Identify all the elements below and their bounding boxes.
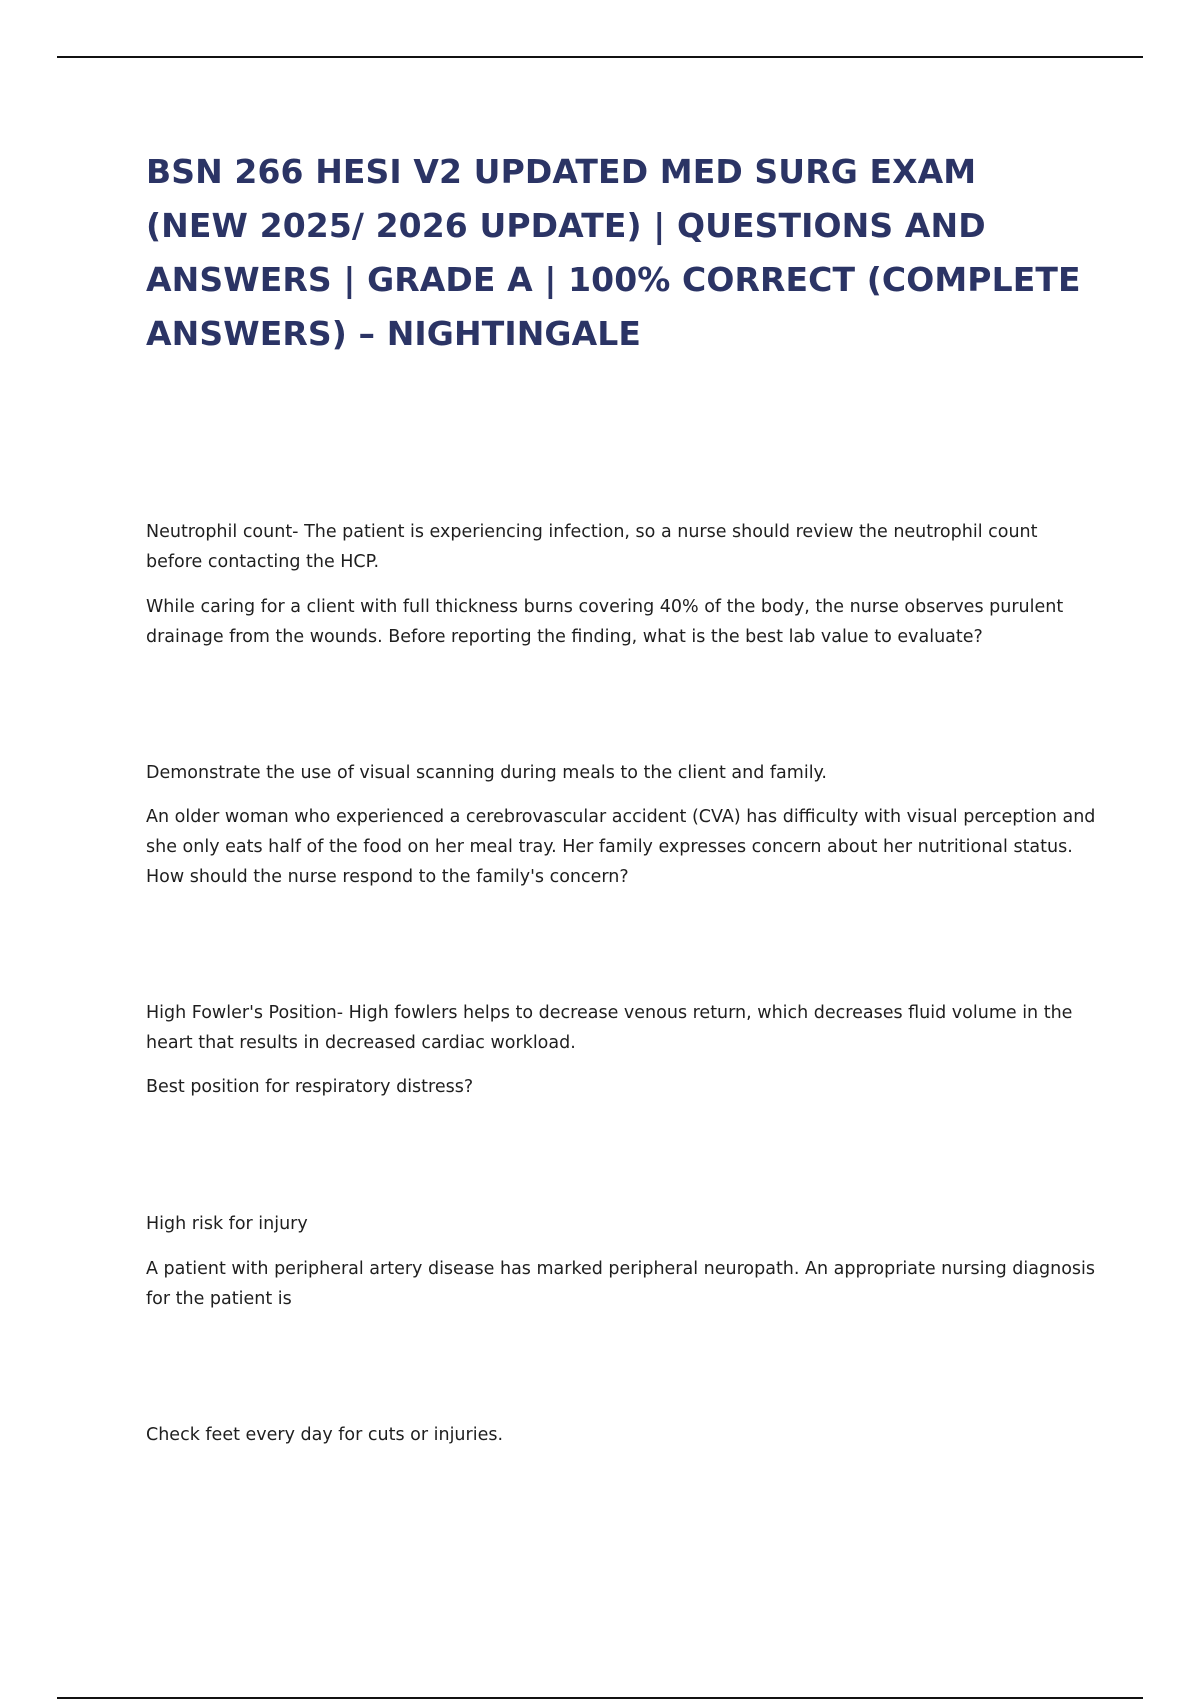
entry-4-answer: High risk for injury <box>146 1214 308 1234</box>
top-divider <box>57 56 1143 58</box>
entry-2-answer: Demonstrate the use of visual scanning during meals to the client and family. <box>146 763 827 783</box>
bottom-divider <box>57 1697 1143 1699</box>
entry-1-question: While caring for a client with full thickness burns covering 40% of the body, the nurse observes purulent drainage from the wounds. Before reporting the finding, what is the best lab value to evaluate? <box>146 597 1064 647</box>
entry-5-answer: Check feet every day for cuts or injuries. <box>146 1425 504 1445</box>
entry-2-question: An older woman who experienced a cerebrovascular accident (CVA) has difficulty with visual perception and she only eats half of the food on her meal tray. Her family expresses concern about her nutritional status. How should the nurse respond to the family's concern? <box>146 807 1096 887</box>
entry-3-answer: High Fowler's Position- High fowlers helps to decrease venous return, which decreases fluid volume in the heart that results in decreased cardiac workload. <box>146 1003 1073 1053</box>
entry-1-answer: Neutrophil count- The patient is experiencing infection, so a nurse should review the neutrophil count before contacting the HCP. <box>146 522 1038 572</box>
document-title: BSN 266 HESI V2 UPDATED MED SURG EXAM (NEW 2025/ 2026 UPDATE) | QUESTIONS AND ANSWERS | GRADE A | 100% CORRECT (COMPLETE ANSWERS) – NIGHTINGALE <box>146 152 1081 353</box>
entry-3-question: Best position for respiratory distress? <box>146 1077 474 1097</box>
entry-4-question: A patient with peripheral artery disease has marked peripheral neuropath. An appropriate nursing diagnosis for the patient is <box>146 1259 1095 1309</box>
